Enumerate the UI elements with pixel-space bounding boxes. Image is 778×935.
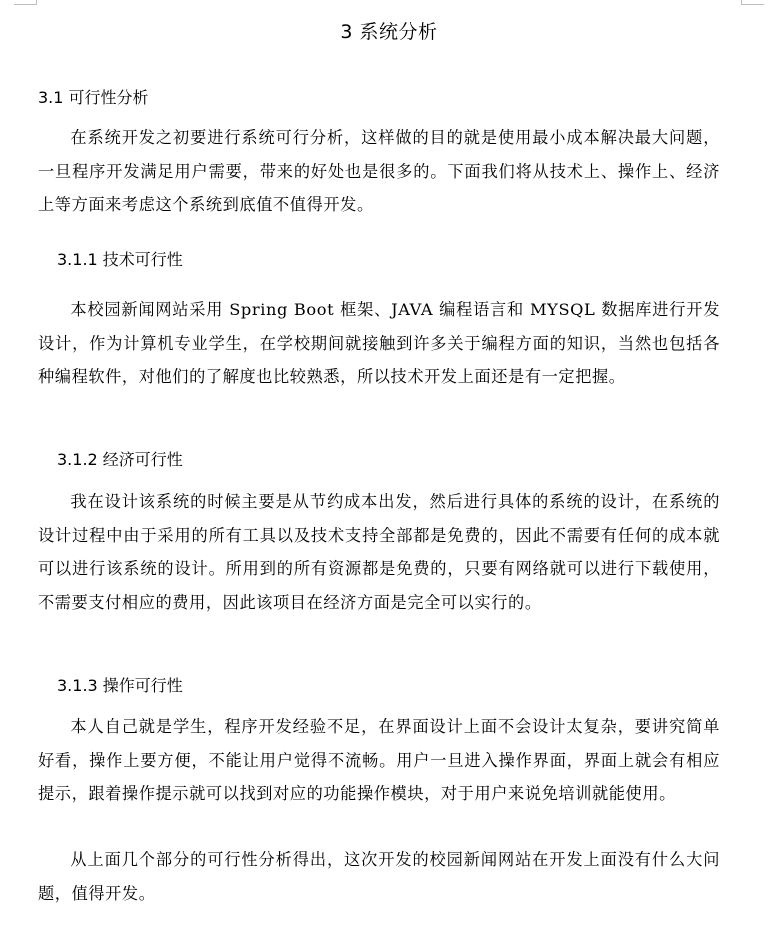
section-3-1-paragraph: 在系统开发之初要进行系统可行分析，这样做的目的就是使用最小成本解决最大问题，一旦程序开发满足用户需要，带来的好处也是很多的。下面我们将从技术上、操作上、经济上等方面来考虑这个系统到底值不值得开发。 <box>38 128 720 215</box>
section-heading-3-1-2: 3.1.2 经济可行性 <box>57 450 183 469</box>
crop-mark-right <box>741 0 764 5</box>
section-3-1-1-paragraph: 本校园新闻网站采用 Spring Boot 框架、JAVA 编程语言和 MYSQL 数据库进行开发设计，作为计算机专业学生，在学校期间就接触到许多关于编程方面的知识，当然也包括各种编程软件，对他们的了解度也比较熟悉，所以技术开发上面还是有一定把握。 <box>38 300 720 387</box>
crop-mark-left <box>14 0 37 5</box>
section-heading-3-1-1: 3.1.1 技术可行性 <box>57 250 183 269</box>
section-3-1-2-paragraph: 我在设计该系统的时候主要是从节约成本出发，然后进行具体的系统的设计，在系统的设计过程中由于采用的所有工具以及技术支持全部都是免费的，因此不需要有任何的成本就可以进行该系统的设计。所用到的所有资源都是免费的，只要有网络就可以进行下载使用，不需要支付相应的费用，因此该项目在经济方面是完全可以实行的。 <box>38 492 720 612</box>
section-heading-3-1-3: 3.1.3 操作可行性 <box>57 676 183 695</box>
section-3-1-3-paragraph-1: 本人自己就是学生，程序开发经验不足，在界面设计上面不会设计太复杂，要讲究简单好看，操作上要方便，不能让用户觉得不流畅。用户一旦进入操作界面，界面上就会有相应提示，跟着操作提示就可以找到对应的功能操作模块，对于用户来说免培训就能使用。 <box>38 717 720 804</box>
section-heading-3-1: 3.1 可行性分析 <box>38 88 149 107</box>
section-3-1-3-paragraph-2: 从上面几个部分的可行性分析得出，这次开发的校园新闻网站在开发上面没有什么大问题，值得开发。 <box>38 850 720 903</box>
chapter-title: 3 系统分析 <box>340 21 438 43</box>
